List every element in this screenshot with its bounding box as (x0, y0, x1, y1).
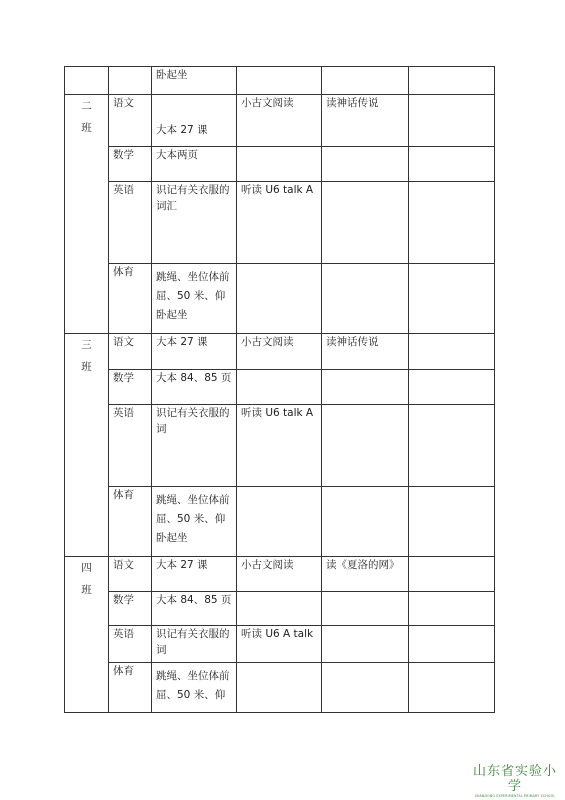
subject-cell (109, 67, 152, 95)
task-cell: 大本两页 (152, 147, 237, 182)
task-cell: 跳绳、坐位体前屈、50 米、仰卧起坐 (152, 264, 237, 334)
table-row (65, 592, 495, 626)
extra-cell (409, 626, 495, 663)
subject-cell: 数学 (109, 147, 152, 182)
class-char: 二 (81, 100, 92, 112)
reading-cell (237, 370, 322, 405)
extra-reading-cell (322, 663, 409, 713)
class-char: 三 (81, 339, 92, 351)
reading-cell: 听读 U6 talk A (237, 182, 322, 264)
extra-reading-cell (322, 264, 409, 334)
extra-cell (409, 663, 495, 713)
extra-reading-cell: 读《夏洛的网》 (322, 557, 409, 592)
extra-cell (409, 264, 495, 334)
extra-cell (409, 182, 495, 264)
task-cell: 识记有关衣服的词 (152, 405, 237, 487)
task-cell: 大本 27 课 (152, 334, 237, 370)
table-row (65, 182, 495, 264)
task-cell: 大本 84、85 页 (152, 592, 237, 626)
task-cell: 大本 84、85 页 (152, 370, 237, 405)
reading-cell (237, 663, 322, 713)
extra-cell (409, 370, 495, 405)
extra-cell (409, 334, 495, 370)
extra-cell (409, 405, 495, 487)
reading-cell: 小古文阅读 (237, 95, 322, 147)
extra-reading-cell (322, 487, 409, 557)
table-row (65, 334, 495, 370)
class-char: 班 (81, 361, 92, 373)
reading-cell: 小古文阅读 (237, 557, 322, 592)
school-name-cn: 山东省实验小学 (472, 764, 557, 794)
table-row (65, 487, 495, 557)
table-row (65, 264, 495, 334)
extra-reading-cell: 读神话传说 (322, 95, 409, 147)
extra-reading-cell (322, 405, 409, 487)
extra-reading-cell (322, 182, 409, 264)
extra-cell (409, 557, 495, 592)
task-cell: 大本 27 课 (152, 557, 237, 592)
reading-cell: 听读 U6 A talk (237, 626, 322, 663)
class-label-cell (65, 334, 109, 557)
task-cell: 识记有关衣服的词汇 (152, 182, 237, 264)
class-char: 四 (81, 562, 92, 574)
subject-cell: 语文 (109, 557, 152, 592)
extra-cell (237, 67, 322, 95)
table-row (65, 67, 495, 95)
table-row (65, 557, 495, 592)
reading-cell: 听读 U6 talk A (237, 405, 322, 487)
task-cell: 大本 27 课 (152, 95, 237, 147)
class-label-cell (65, 557, 109, 713)
homework-table (64, 66, 495, 713)
extra-cell (409, 592, 495, 626)
extra-cell (409, 67, 495, 95)
subject-cell: 英语 (109, 405, 152, 487)
school-logo (470, 764, 560, 799)
extra-reading-cell (322, 626, 409, 663)
class-cell (65, 67, 109, 95)
extra-reading-cell (322, 370, 409, 405)
task-cell: 识记有关衣服的词 (152, 626, 237, 663)
extra-reading-cell (322, 592, 409, 626)
extra-cell (322, 67, 409, 95)
subject-cell: 体育 (109, 487, 152, 557)
extra-reading-cell: 读神话传说 (322, 334, 409, 370)
extra-reading-cell (322, 147, 409, 182)
table-row (65, 663, 495, 713)
subject-cell: 英语 (109, 182, 152, 264)
subject-cell: 体育 (109, 663, 152, 713)
table-row (65, 626, 495, 663)
reading-cell (237, 264, 322, 334)
subject-cell: 体育 (109, 264, 152, 334)
reading-cell (237, 147, 322, 182)
school-name-en: SHANDONG EXPERIMENTAL PRIMARY SCHOOL (474, 794, 556, 798)
extra-cell (409, 487, 495, 557)
task-cell: 跳绳、坐位体前屈、50 米、仰卧起坐 (152, 487, 237, 557)
subject-cell: 数学 (109, 592, 152, 626)
class-label-cell (65, 95, 109, 334)
subject-cell: 英语 (109, 626, 152, 663)
extra-cell (409, 147, 495, 182)
table-row (65, 147, 495, 182)
subject-cell: 语文 (109, 95, 152, 147)
table-row (65, 95, 495, 147)
class-char: 班 (81, 122, 92, 134)
task-cell: 卧起坐 (152, 67, 237, 95)
subject-cell: 数学 (109, 370, 152, 405)
extra-cell (409, 95, 495, 147)
reading-cell (237, 592, 322, 626)
reading-cell (237, 487, 322, 557)
table-row (65, 405, 495, 487)
subject-cell: 语文 (109, 334, 152, 370)
table-row (65, 370, 495, 405)
task-cell: 跳绳、坐位体前屈、50 米、仰 (152, 663, 237, 713)
reading-cell: 小古文阅读 (237, 334, 322, 370)
class-char: 班 (81, 584, 92, 596)
